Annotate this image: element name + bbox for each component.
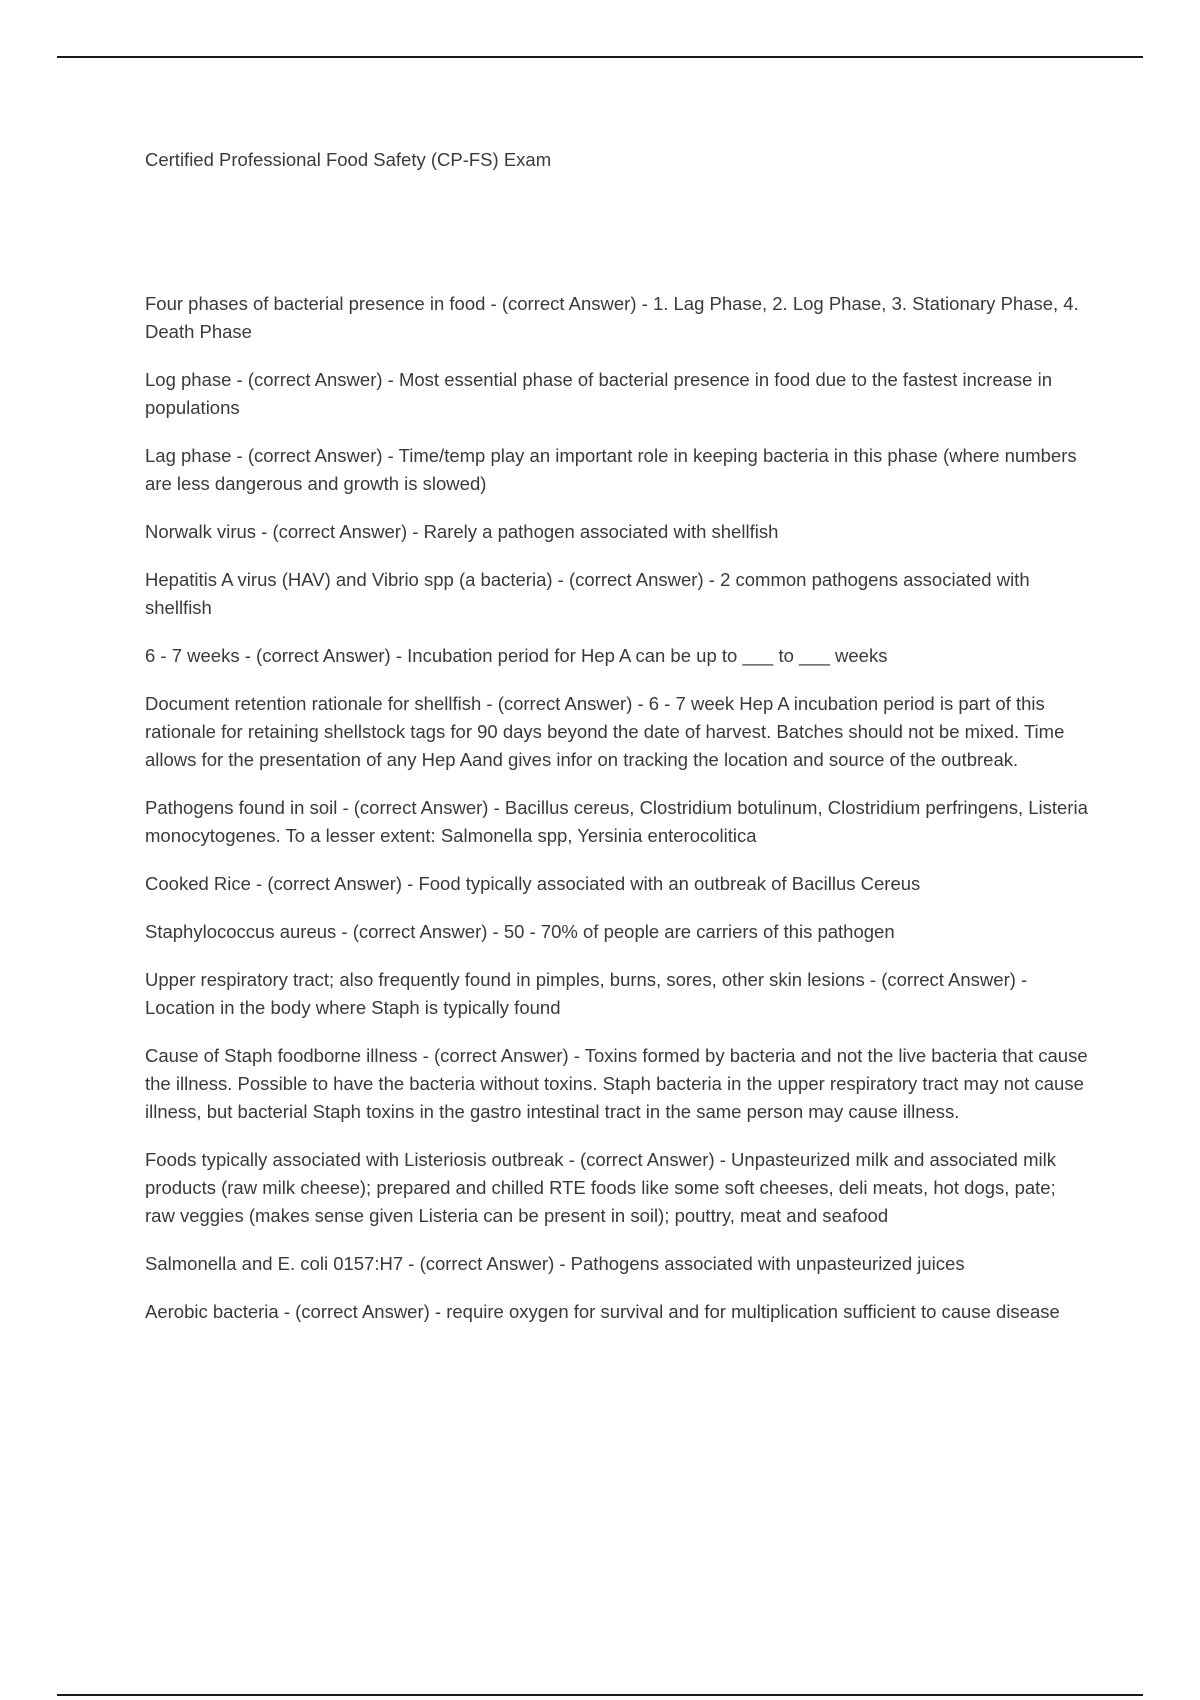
qa-entry: Staphylococcus aureus - (correct Answer) - 50 - 70% of people are carriers of this pathogen [145,921,895,942]
qa-entry: Foods typically associated with Listeriosis outbreak - (correct Answer) - Unpasteurized milk and associated milk products (raw milk cheese); prepared and chilled RTE foods like some soft cheeses, deli meats, hot dogs, pate; raw veggies (makes sense given Listeria can be present in soil); pouttry, meat and seafood [145,1149,1056,1226]
qa-entry: Salmonella and E. coli 0157:H7 - (correct Answer) - Pathogens associated with unpasteurized juices [145,1253,965,1274]
qa-entry: Hepatitis A virus (HAV) and Vibrio spp (a bacteria) - (correct Answer) - 2 common pathogens associated with shellfish [145,569,1030,618]
qa-entry: Cooked Rice - (correct Answer) - Food typically associated with an outbreak of Bacillus Cereus [145,873,921,894]
qa-entry: Log phase - (correct Answer) - Most essential phase of bacterial presence in food due to the fastest increase in populations [145,369,1052,418]
qa-entry: Document retention rationale for shellfish - (correct Answer) - 6 - 7 week Hep A incubation period is part of this rationale for retaining shellstock tags for 90 days beyond the date of harvest. Batches should not be mixed. Time allows for the presentation of any Hep Aand gives infor on tracking the location and source of the outbreak. [145,693,1065,770]
qa-entry: Four phases of bacterial presence in food - (correct Answer) - 1. Lag Phase, 2. Log Phase, 3. Stationary Phase, 4. Death Phase [145,293,1079,342]
qa-entry: Aerobic bacteria - (correct Answer) - require oxygen for survival and for multiplication sufficient to cause disease [145,1301,1060,1322]
top-rule [57,56,1143,58]
qa-entry: Lag phase - (correct Answer) - Time/temp play an important role in keeping bacteria in this phase (where numbers are less dangerous and growth is slowed) [145,445,1077,494]
qa-entry: Cause of Staph foodborne illness - (correct Answer) - Toxins formed by bacteria and not the live bacteria that cause the illness. Possible to have the bacteria without toxins. Staph bacteria in the upper respiratory tract may not cause illness, but bacterial Staph toxins in the gastro intestinal tract in the same person may cause illness. [145,1045,1088,1122]
qa-entry: 6 - 7 weeks - (correct Answer) - Incubation period for Hep A can be up to ___ to ___ weeks [145,645,888,666]
qa-entry: Pathogens found in soil - (correct Answer) - Bacillus cereus, Clostridium botulinum, Clostridium perfringens, Listeria monocytogenes. To a lesser extent: Salmonella spp, Yersinia enterocolitica [145,797,1088,846]
document-title: Certified Professional Food Safety (CP-FS) Exam [145,149,552,170]
qa-list [145,290,1090,1346]
bottom-rule [57,1694,1143,1696]
qa-entry: Norwalk virus - (correct Answer) - Rarely a pathogen associated with shellfish [145,521,779,542]
qa-entry: Upper respiratory tract; also frequently found in pimples, burns, sores, other skin lesions - (correct Answer) - Location in the body where Staph is typically found [145,969,1028,1018]
